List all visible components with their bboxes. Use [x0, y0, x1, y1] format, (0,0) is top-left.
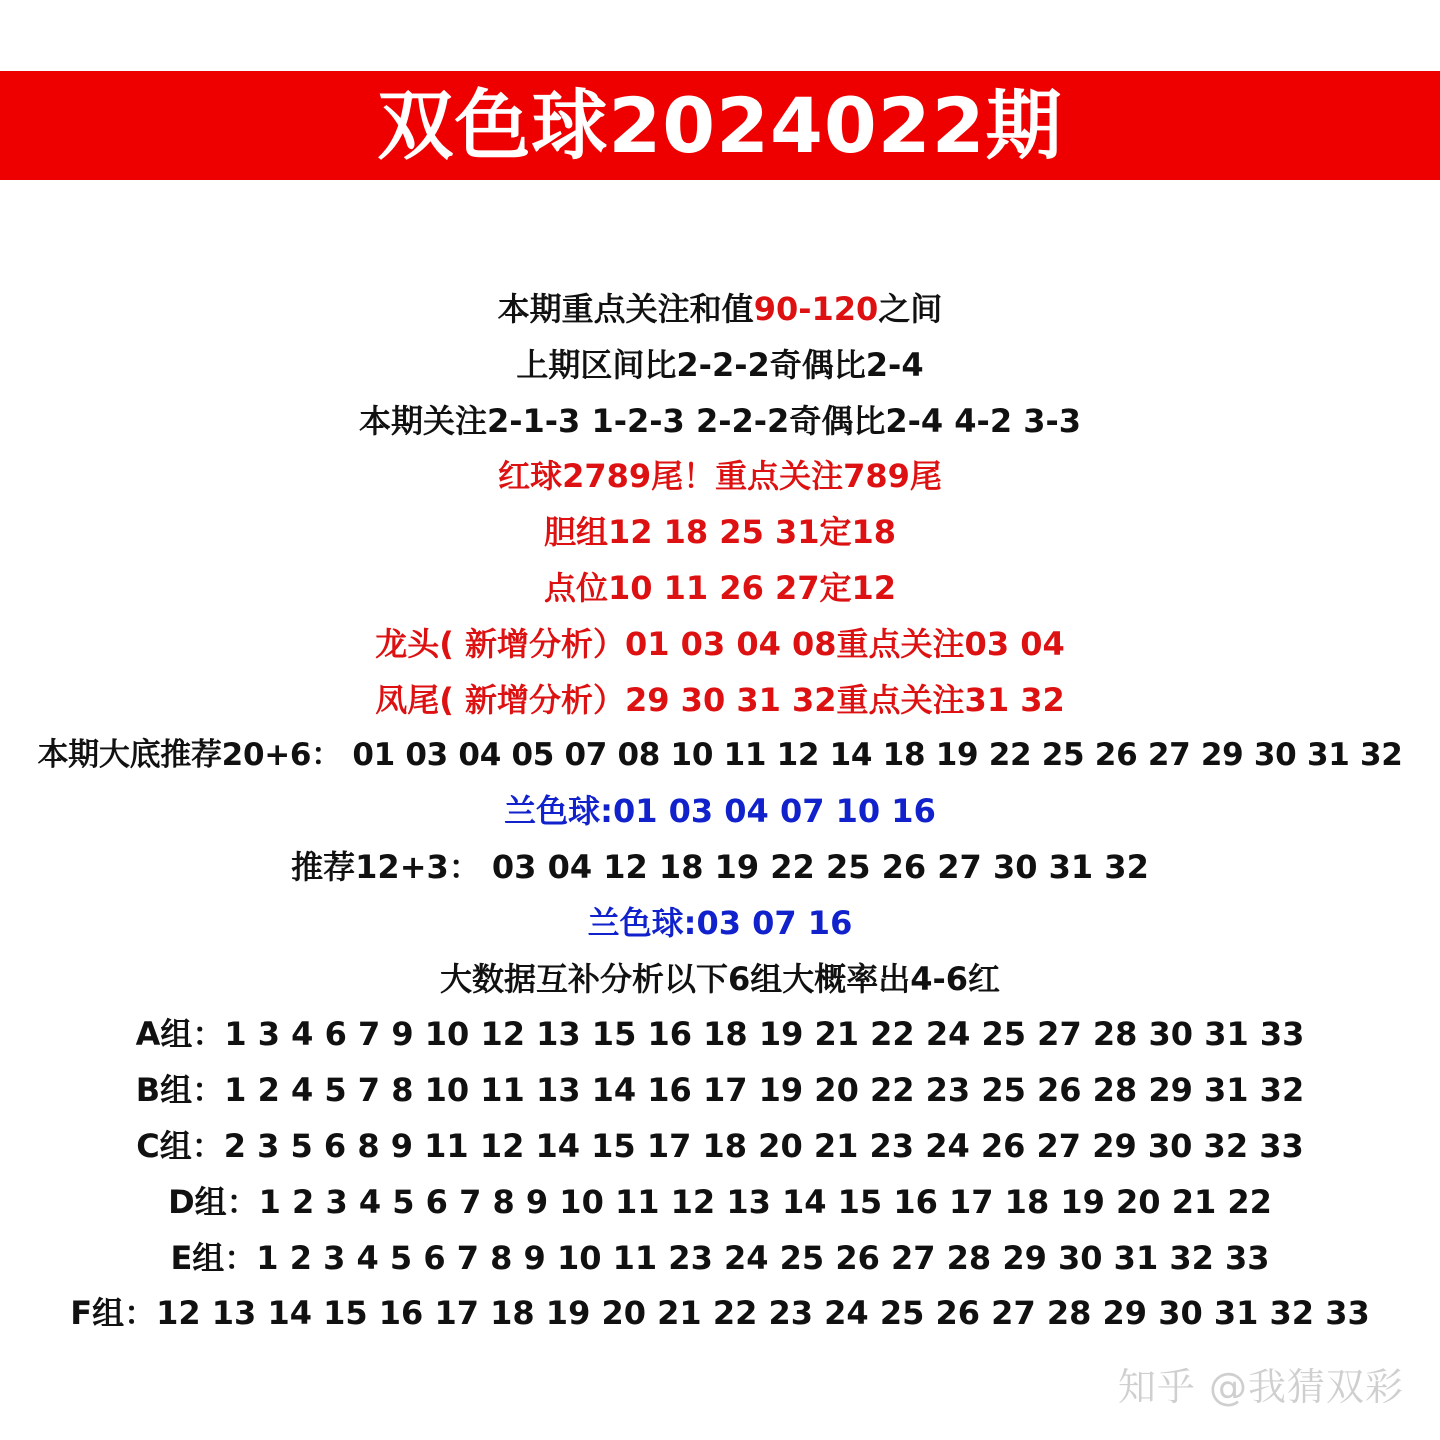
- last-period-ratio-line: 上期区间比2-2-2奇偶比2-4: [516, 345, 924, 384]
- zhihu-watermark: 知乎 @我猜双彩: [1117, 1365, 1404, 1409]
- head-analysis-line: 龙头( 新增分析）01 03 04 08重点关注03 04: [375, 624, 1065, 663]
- base-recommend-line: 本期大底推荐20+6： 01 03 04 05 07 08 10 11 12 14 18 19 22 25 26 27 29 30 31 32: [37, 737, 1403, 774]
- sum-range-value: 90-120: [753, 290, 879, 328]
- page-title: 双色球2024022期: [377, 80, 1063, 170]
- blue-ball-line-1: 兰色球:01 03 04 07 10 16: [504, 792, 936, 831]
- big-data-heading: 大数据互补分析以下6组大概率出4-6红: [439, 959, 1001, 998]
- sum-range-line: [0, 282, 1440, 338]
- tail-analysis-line: 凤尾( 新增分析）29 30 31 32重点关注31 32: [375, 680, 1065, 719]
- group-f-line: F组：12 13 14 15 16 17 18 19 20 21 22 23 24 25 26 27 28 29 30 31 32 33: [70, 1294, 1370, 1333]
- dan-group-line: 胆组12 18 25 31定18: [543, 513, 897, 552]
- group-c-line: C组：2 3 5 6 8 9 11 12 14 15 17 18 20 21 23 24 26 27 29 30 32 33: [136, 1126, 1304, 1165]
- focus-ratio-line: 本期关注2-1-3 1-2-3 2-2-2奇偶比2-4 4-2 3-3: [358, 401, 1082, 440]
- group-d-line: D组：1 2 3 4 5 6 7 8 9 10 11 12 13 14 15 16 17 18 19 20 21 22: [168, 1182, 1272, 1221]
- red-ball-tail-line: 红球2789尾！重点关注789尾: [498, 457, 942, 496]
- sum-range-prefix: 本期重点关注和值: [497, 290, 754, 328]
- recommend-12-3-line: 推荐12+3： 03 04 12 18 19 22 25 26 27 30 31 32: [291, 847, 1149, 886]
- title-banner: [0, 71, 1440, 180]
- group-a-line: A组：1 3 4 6 7 9 10 12 13 15 16 18 19 21 22 24 25 27 28 30 31 33: [135, 1015, 1305, 1054]
- group-e-line: E组：1 2 3 4 5 6 7 8 9 10 11 23 24 25 26 27 28 29 30 31 32 33: [170, 1238, 1270, 1277]
- position-line: 点位10 11 26 27定12: [543, 568, 897, 607]
- group-b-line: B组：1 2 4 5 7 8 10 11 13 14 16 17 19 20 22 23 25 26 28 29 31 32: [135, 1071, 1305, 1110]
- blue-ball-line-2: 兰色球:03 07 16: [587, 903, 853, 942]
- sum-range-suffix: 之间: [878, 290, 943, 328]
- prediction-content: [0, 282, 1440, 1342]
